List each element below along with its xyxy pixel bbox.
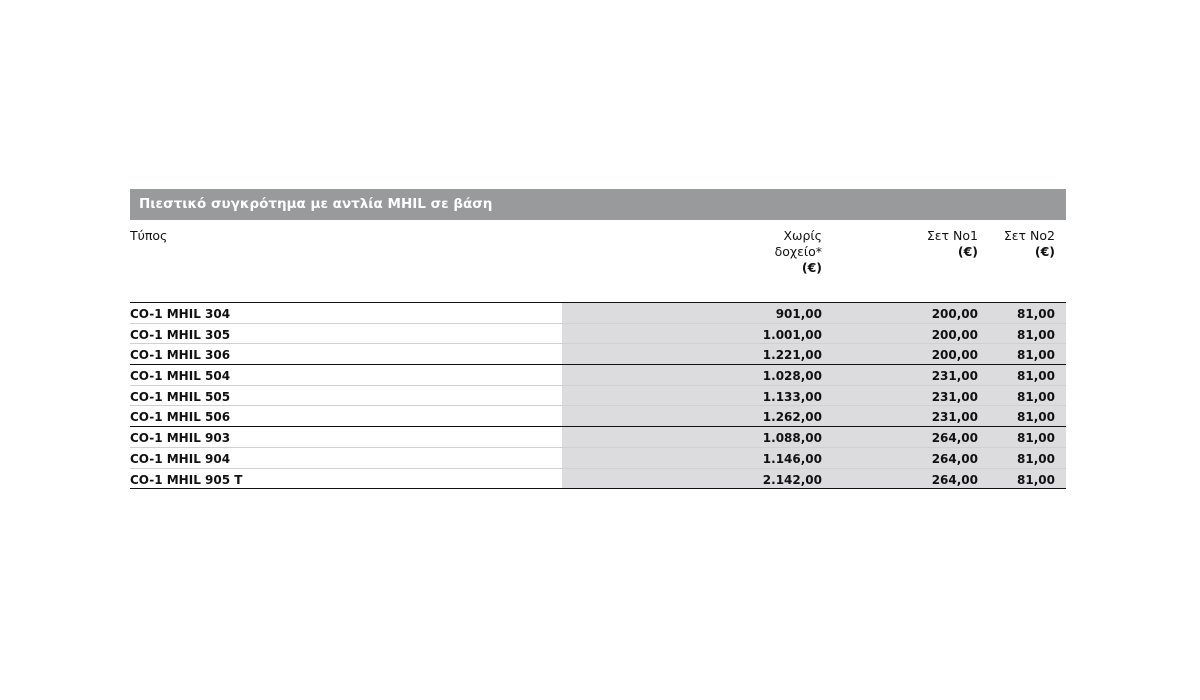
cell-set2: 81,00 bbox=[978, 303, 1066, 323]
table-row bbox=[130, 448, 1066, 469]
table-row bbox=[130, 469, 1066, 490]
header-set1 bbox=[927, 228, 978, 260]
cell-set2: 81,00 bbox=[978, 469, 1066, 489]
table-row bbox=[130, 386, 1066, 407]
cell-type: CO-1 MHIL 306 bbox=[130, 348, 231, 363]
header-type-label: Τύπος bbox=[130, 228, 168, 243]
table-row bbox=[130, 365, 1066, 386]
cell-no-tank: 1.088,00 bbox=[562, 427, 822, 447]
table-body bbox=[130, 303, 1066, 489]
table-title: Πιεστικό συγκρότημα με αντλία MHIL σε βάση bbox=[130, 189, 1066, 220]
cell-type: CO-1 MHIL 305 bbox=[130, 327, 231, 342]
header-set1-unit: (€) bbox=[957, 244, 978, 259]
cell-set1: 264,00 bbox=[822, 448, 978, 468]
table-row bbox=[130, 427, 1066, 448]
cell-no-tank: 2.142,00 bbox=[562, 469, 822, 489]
header-set1-label: Σετ Νο1 bbox=[926, 228, 978, 243]
price-table bbox=[130, 189, 1066, 489]
cell-set1: 264,00 bbox=[822, 469, 978, 489]
header-no-tank-unit: (€) bbox=[801, 260, 822, 275]
cell-no-tank: 1.028,00 bbox=[562, 365, 822, 385]
table-row bbox=[130, 406, 1066, 427]
cell-no-tank: 1.001,00 bbox=[562, 324, 822, 344]
cell-set1: 200,00 bbox=[822, 344, 978, 364]
header-set2-label: Σετ Νο2 bbox=[1003, 228, 1055, 243]
header-set2-unit: (€) bbox=[1034, 244, 1055, 259]
table-row bbox=[130, 303, 1066, 324]
header-no-tank bbox=[775, 228, 822, 276]
table-row bbox=[130, 344, 1066, 365]
cell-no-tank: 1.133,00 bbox=[562, 386, 822, 406]
cell-type: CO-1 MHIL 504 bbox=[130, 369, 231, 384]
cell-set2: 81,00 bbox=[978, 406, 1066, 426]
cell-set2: 81,00 bbox=[978, 324, 1066, 344]
header-set2 bbox=[1004, 228, 1055, 260]
cell-set2: 81,00 bbox=[978, 365, 1066, 385]
cell-type: CO-1 MHIL 904 bbox=[130, 451, 231, 466]
cell-no-tank: 901,00 bbox=[562, 303, 822, 323]
cell-type: CO-1 MHIL 905 T bbox=[130, 472, 243, 487]
cell-type: CO-1 MHIL 304 bbox=[130, 307, 231, 321]
header-no-tank-line-2: δοχείο* bbox=[774, 244, 822, 259]
cell-set2: 81,00 bbox=[978, 344, 1066, 364]
cell-no-tank: 1.221,00 bbox=[562, 344, 822, 364]
cell-type: CO-1 MHIL 903 bbox=[130, 431, 231, 446]
cell-no-tank: 1.262,00 bbox=[562, 406, 822, 426]
cell-set1: 264,00 bbox=[822, 427, 978, 447]
cell-type: CO-1 MHIL 505 bbox=[130, 389, 231, 404]
cell-set2: 81,00 bbox=[978, 427, 1066, 447]
cell-set1: 231,00 bbox=[822, 386, 978, 406]
cell-no-tank: 1.146,00 bbox=[562, 448, 822, 468]
cell-set1: 231,00 bbox=[822, 365, 978, 385]
cell-set1: 200,00 bbox=[822, 324, 978, 344]
table-header-row bbox=[130, 220, 1066, 303]
header-no-tank-line-1: Χωρίς bbox=[783, 228, 822, 243]
cell-set1: 231,00 bbox=[822, 406, 978, 426]
table-row bbox=[130, 324, 1066, 345]
cell-set2: 81,00 bbox=[978, 386, 1066, 406]
cell-set2: 81,00 bbox=[978, 448, 1066, 468]
cell-type: CO-1 MHIL 506 bbox=[130, 410, 231, 425]
header-type bbox=[130, 228, 167, 244]
cell-set1: 200,00 bbox=[822, 303, 978, 323]
